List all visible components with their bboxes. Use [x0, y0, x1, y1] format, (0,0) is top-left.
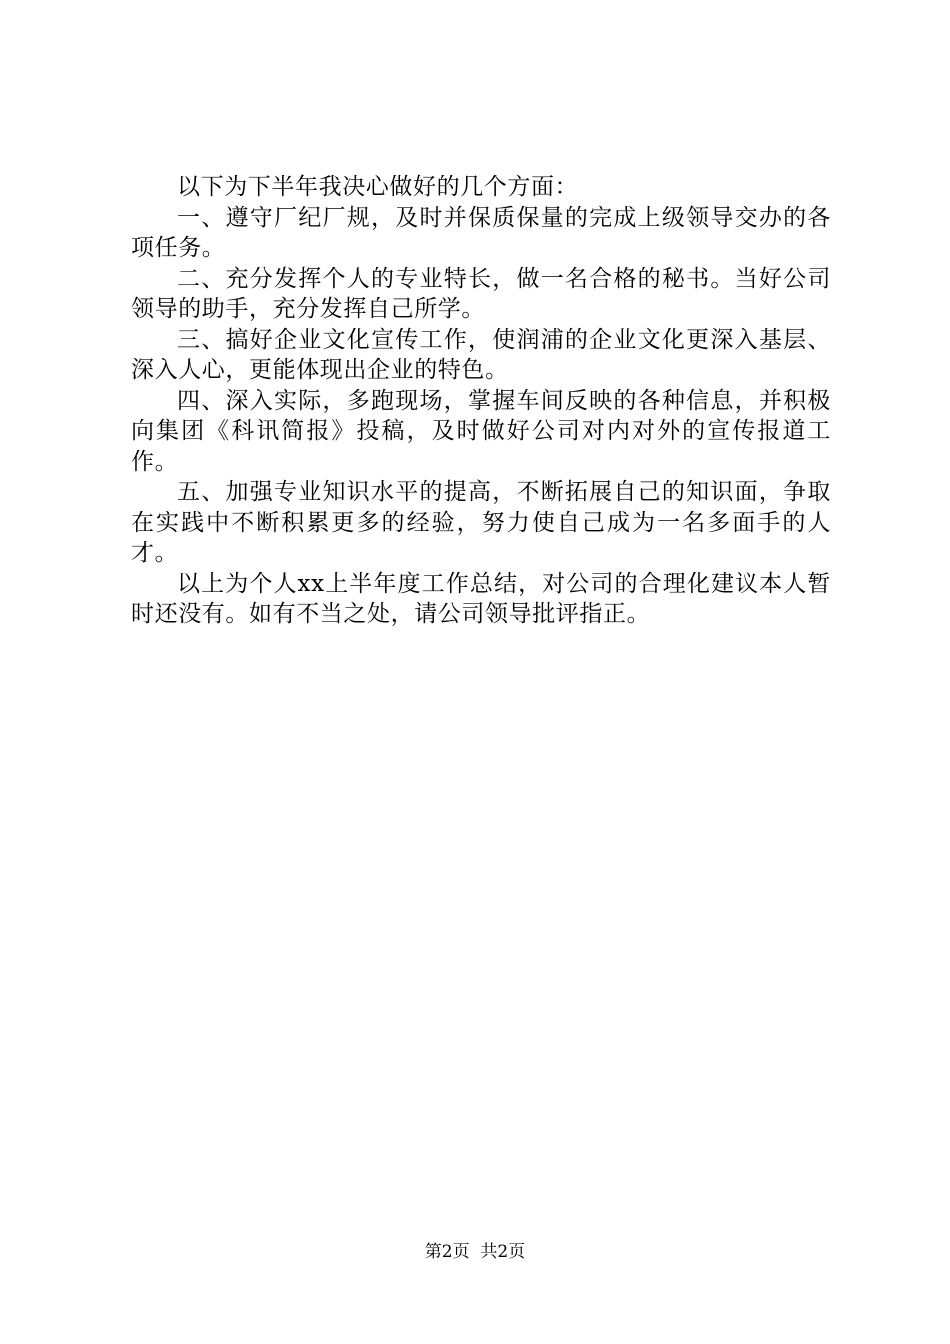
page-number-footer: 第2页 共2页	[424, 1242, 526, 1262]
paragraph-item-2: 二、充分发挥个人的专业特长，做一名合格的秘书。当好公司领导的助手，充分发挥自己所学。	[131, 265, 831, 322]
document-body	[131, 172, 831, 630]
paragraph-item-5: 五、加强专业知识水平的提高，不断拓展自己的知识面，争取在实践中不断积累更多的经验，努力使自己成为一名多面手的人才。	[131, 479, 831, 566]
paragraph-item-3: 三、搞好企业文化宣传工作，使润浦的企业文化更深入基层、深入人心，更能体现出企业的特色。	[131, 326, 831, 383]
paragraph-conclusion: 以上为个人xx上半年度工作总结，对公司的合理化建议本人暂时还没有。如有不当之处，请公司领导批评指正。	[131, 570, 831, 627]
paragraph-intro: 以下为下半年我决心做好的几个方面：	[177, 174, 579, 200]
paragraph-item-4: 四、深入实际，多跑现场，掌握车间反映的各种信息，并积极向集团《科讯简报》投稿，及时做好公司对内对外的宣传报道工作。	[131, 387, 831, 475]
paragraph-item-1: 一、遵守厂纪厂规，及时并保质保量的完成上级领导交办的各项任务。	[131, 204, 831, 261]
